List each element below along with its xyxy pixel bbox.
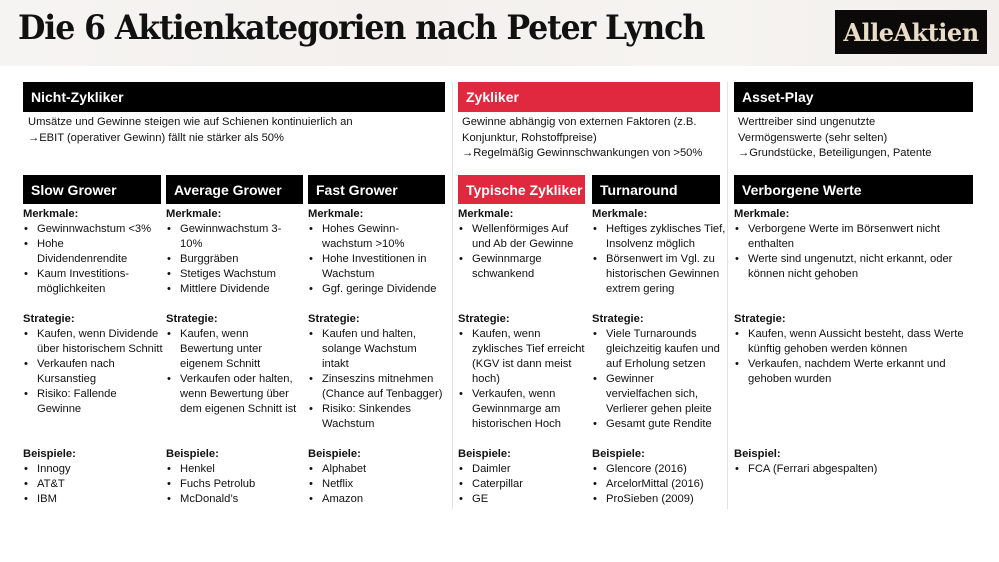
description-line: Gewinne abhängig von externen Faktoren (z.B. bbox=[462, 116, 697, 128]
description-line: Vermögenswerte (sehr selten) bbox=[738, 131, 888, 144]
strategy-heading: Strategie: bbox=[308, 313, 360, 325]
strategy-section bbox=[166, 312, 306, 417]
list-item: • GE bbox=[458, 492, 590, 507]
examples-section bbox=[734, 447, 974, 477]
list-item: • Alphabet bbox=[308, 462, 450, 477]
examples-section bbox=[458, 447, 590, 507]
logo bbox=[835, 10, 987, 54]
list-item: • Zinseszins mitnehmen (Chance auf Tenbagger) bbox=[308, 372, 450, 402]
examples-heading: Beispiel: bbox=[734, 448, 781, 460]
category-header-slow-grower: Slow Grower bbox=[23, 175, 161, 204]
group-description-nicht-zykliker bbox=[28, 115, 448, 146]
strategy-section bbox=[308, 312, 450, 432]
list-item: • Verkaufen, wenn Gewinnmarge am historischen Hoch bbox=[458, 387, 576, 432]
features-section bbox=[592, 207, 728, 297]
examples-section bbox=[592, 447, 728, 507]
features-heading: Merkmale: bbox=[458, 208, 514, 220]
list-item: • IBM bbox=[23, 492, 165, 507]
list-item: • Gewinnmarge schwankend bbox=[458, 252, 558, 282]
features-heading: Merkmale: bbox=[734, 208, 790, 220]
list-item: • ArcelorMittal (2016) bbox=[592, 477, 728, 492]
strategy-heading: Strategie: bbox=[592, 313, 644, 325]
list-item: • Heftiges zyklisches Tief, Insolvenz möglich bbox=[592, 222, 728, 252]
list-item: • Wellenförmiges Auf und Ab der Gewinne bbox=[458, 222, 583, 252]
list-item: • Kaum Investitions-möglichkeiten bbox=[23, 267, 141, 297]
examples-heading: Beispiele: bbox=[166, 448, 219, 460]
description-line: →Grundstücke, Beteiligungen, Patente bbox=[738, 147, 932, 159]
list-item: • Stetiges Wachstum bbox=[166, 267, 306, 282]
features-heading: Merkmale: bbox=[308, 208, 364, 220]
category-header-verborgene-werte: Verborgene Werte bbox=[734, 175, 973, 204]
examples-heading: Beispiele: bbox=[458, 448, 511, 460]
examples-section bbox=[308, 447, 450, 507]
list-item: • Gewinnwachstum 3-10% bbox=[166, 222, 292, 252]
strategy-section bbox=[592, 312, 728, 432]
features-heading: Merkmale: bbox=[592, 208, 648, 220]
list-item: • Henkel bbox=[166, 462, 306, 477]
group-description-zykliker bbox=[462, 115, 724, 162]
category-header-fast-grower: Fast Grower bbox=[308, 175, 445, 204]
description-line: →Regelmäßig Gewinnschwankungen von >50% bbox=[462, 147, 703, 159]
features-section bbox=[166, 207, 306, 297]
examples-heading: Beispiele: bbox=[592, 448, 645, 460]
list-item: • Netflix bbox=[308, 477, 450, 492]
list-item: • Kaufen, wenn Aussicht besteht, dass Werte künftig gehoben werden können bbox=[734, 327, 974, 357]
strategy-heading: Strategie: bbox=[23, 313, 75, 325]
list-item: • Risiko: Fallende Gewinne bbox=[23, 387, 123, 417]
list-item: • Hohe Investitionen in Wachstum bbox=[308, 252, 450, 282]
list-item: • ProSieben (2009) bbox=[592, 492, 728, 507]
strategy-section bbox=[458, 312, 590, 432]
list-item: • AT&T bbox=[23, 477, 165, 492]
strategy-heading: Strategie: bbox=[734, 313, 786, 325]
list-item: • McDonald’s bbox=[166, 492, 306, 507]
list-item: • Kaufen und halten, solange Wachstum intakt bbox=[308, 327, 426, 372]
description-line: Konjunktur, Rohstoffpreise) bbox=[462, 131, 597, 144]
features-section bbox=[458, 207, 590, 282]
section-divider bbox=[452, 82, 453, 509]
list-item: • Glencore (2016) bbox=[592, 462, 728, 477]
strategy-section bbox=[23, 312, 165, 417]
list-item: • Amazon bbox=[308, 492, 450, 507]
features-section bbox=[734, 207, 974, 282]
group-description-asset-play bbox=[738, 115, 978, 162]
features-heading: Merkmale: bbox=[23, 208, 79, 220]
list-item: • Verkaufen oder halten, wenn Bewertung über dem eigenen Schnitt ist bbox=[166, 372, 301, 417]
category-header-turnaround: Turnaround bbox=[592, 175, 720, 204]
list-item: • Kaufen, wenn zyklisches Tief erreicht (KGV ist dann meist hoch) bbox=[458, 327, 590, 387]
list-item: • Fuchs Petrolub bbox=[166, 477, 306, 492]
list-item: • Gewinner vervielfachen sich, Verlierer gehen pleite bbox=[592, 372, 720, 417]
features-heading: Merkmale: bbox=[166, 208, 222, 220]
strategy-section bbox=[734, 312, 974, 387]
list-item: • Kaufen, wenn Bewertung unter eigenem Schnitt bbox=[166, 327, 278, 372]
description-line: →EBIT (operativer Gewinn) fällt nie stärker als 50% bbox=[28, 131, 284, 144]
list-item: • Viele Turnarounds gleichzeitig kaufen und auf Erholung setzen bbox=[592, 327, 728, 372]
list-item: • Verkaufen nach Kursanstieg bbox=[23, 357, 123, 387]
page-title: Die 6 Aktienkategorien nach Peter Lynch bbox=[18, 8, 705, 48]
list-item: • Ggf. geringe Dividende bbox=[308, 282, 450, 297]
list-item: • Risiko: Sinkendes Wachstum bbox=[308, 402, 426, 432]
logo-text: AlleAktien bbox=[843, 17, 979, 47]
list-item: • Caterpillar bbox=[458, 477, 590, 492]
list-item: • Verborgene Werte im Börsenwert nicht enthalten bbox=[734, 222, 959, 252]
description-line: Werttreiber sind ungenutzte bbox=[738, 116, 876, 128]
list-item: • Werte sind ungenutzt, nicht erkannt, oder können nicht gehoben bbox=[734, 252, 974, 282]
list-item: • Gewinnwachstum <3% bbox=[23, 222, 165, 237]
description-line: Umsätze und Gewinne steigen wie auf Schienen kontinuierlich an bbox=[28, 116, 353, 128]
strategy-heading: Strategie: bbox=[166, 313, 218, 325]
features-section bbox=[308, 207, 450, 297]
category-header-typische-zykliker: Typische Zykliker bbox=[458, 175, 585, 204]
strategy-heading: Strategie: bbox=[458, 313, 510, 325]
group-header-zykliker: Zykliker bbox=[458, 82, 720, 112]
list-item: • Burggräben bbox=[166, 252, 306, 267]
group-header-nicht-zykliker: Nicht-Zykliker bbox=[23, 82, 445, 112]
examples-heading: Beispiele: bbox=[23, 448, 76, 460]
list-item: • Daimler bbox=[458, 462, 590, 477]
list-item: • Gesamt gute Rendite bbox=[592, 417, 728, 432]
list-item: • Hohes Gewinn-wachstum >10% bbox=[308, 222, 420, 252]
list-item: • Börsenwert im Vgl. zu historischen Gewinnen extrem gering bbox=[592, 252, 720, 297]
examples-section bbox=[23, 447, 165, 507]
list-item: • Hohe Dividendenrendite bbox=[23, 237, 133, 267]
category-header-average-grower: Average Grower bbox=[166, 175, 303, 204]
list-item: • Verkaufen, nachdem Werte erkannt und gehoben wurden bbox=[734, 357, 959, 387]
examples-section bbox=[166, 447, 306, 507]
list-item: • Mittlere Dividende bbox=[166, 282, 306, 297]
list-item: • FCA (Ferrari abgespalten) bbox=[734, 462, 974, 477]
examples-heading: Beispiele: bbox=[308, 448, 361, 460]
list-item: • Innogy bbox=[23, 462, 165, 477]
features-section bbox=[23, 207, 165, 297]
group-header-asset-play: Asset-Play bbox=[734, 82, 973, 112]
list-item: • Kaufen, wenn Dividende über historischem Schnitt bbox=[23, 327, 165, 357]
